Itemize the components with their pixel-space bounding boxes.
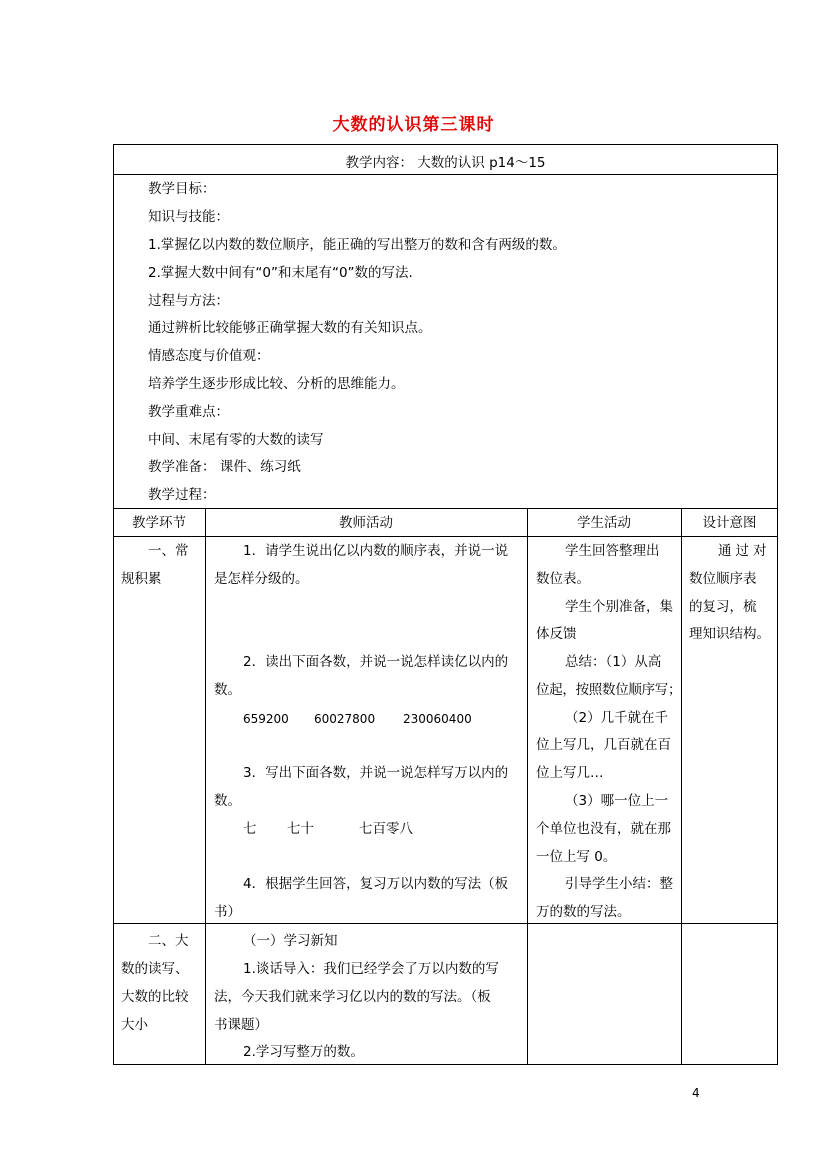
- objective-line: 情感态度与价值观：: [148, 348, 270, 364]
- teacher-activity-line: 数。: [214, 682, 241, 698]
- objective-line: 中间、末尾有零的大数的读写: [148, 432, 324, 448]
- page-number: 4: [692, 1086, 700, 1100]
- columns-top-divider: [113, 508, 778, 509]
- teacher-activity-line: 书）: [214, 904, 241, 920]
- teacher-activity-line: （一）学习新知: [243, 933, 338, 949]
- row1-stage: 一、常: [148, 543, 189, 559]
- student-activity-line: 位起，按照数位顺序写；: [536, 682, 682, 698]
- objective-line: 2.掌握大数中间有“0”和末尾有“0”数的写法.: [148, 265, 413, 281]
- student-activity-line: 学生个别准备，集: [565, 599, 673, 615]
- column-header-student: 学生活动: [577, 515, 631, 531]
- student-activity-line: 体反馈: [536, 626, 577, 642]
- teacher-activity-line: 是怎样分级的。: [214, 571, 309, 587]
- row1-stage: 规积累: [121, 571, 162, 587]
- row2-stage: 大数的比较: [121, 989, 189, 1005]
- document-title: 大数的认识第三课时: [332, 115, 495, 135]
- teacher-activity-line: 4．根据学生回答，复习万以内数的写法（板: [243, 876, 509, 892]
- teacher-activity-line: 3．写出下面各数，并说一说怎样写万以内的: [243, 765, 509, 781]
- student-activity-line: （2）几千就在千: [565, 710, 669, 726]
- number-word-item: 七: [243, 821, 257, 837]
- number-word-item: 七百零八: [359, 821, 413, 837]
- objective-line: 教学重难点：: [148, 404, 229, 420]
- number-item: 230060400: [403, 712, 472, 726]
- objective-line: 1.掌握亿以内数的数位顺序，能正确的写出整万的数和含有两级的数。: [148, 237, 566, 253]
- design-intent-line: 的复习，梳: [689, 599, 757, 615]
- student-activity-line: （3）哪一位上一: [565, 793, 669, 809]
- objective-line: 教学目标：: [148, 181, 216, 197]
- number-item: 60027800: [314, 712, 376, 726]
- student-activity-line: 引导学生小结：整: [565, 876, 673, 892]
- student-activity-line: 万的数的写法。: [536, 904, 631, 920]
- objective-line: 过程与方法：: [148, 293, 229, 309]
- column-header-intent: 设计意图: [702, 515, 757, 531]
- objective-line: 知识与技能：: [148, 209, 229, 225]
- objective-line: 培养学生逐步形成比较、分析的思维能力。: [148, 376, 405, 392]
- student-activity-line: 学生回答整理出: [565, 543, 660, 559]
- column-header-stage: 教学环节: [132, 515, 186, 531]
- number-item: 659200: [243, 712, 289, 726]
- teacher-activity-line: 书课题）: [214, 1017, 268, 1033]
- content-header: 教学内容： 大数的认识 p14～15: [345, 155, 546, 171]
- teacher-activity-line: 2．读出下面各数，并说一说怎样读亿以内的: [243, 654, 509, 670]
- design-intent-line: 数位顺序表: [689, 571, 757, 587]
- row2-stage: 二、大: [148, 933, 189, 949]
- student-activity-line: 总结：（1）从高: [565, 654, 662, 670]
- teacher-activity-line: 2.学习写整万的数。: [243, 1044, 364, 1060]
- row2-stage: 数的读写、: [121, 961, 189, 977]
- columns-header-divider: [113, 536, 778, 537]
- student-activity-line: 一位上写 0。: [536, 849, 617, 865]
- objective-line: 教学准备： 课件、练习纸: [148, 459, 301, 475]
- number-word-item: 七十: [287, 821, 314, 837]
- design-intent-line: 理知识结构。: [689, 626, 770, 642]
- lesson-table: [113, 144, 778, 1065]
- row2-stage: 大小: [121, 1017, 148, 1033]
- row-divider: [113, 923, 778, 924]
- col-divider-2: [527, 508, 528, 1065]
- student-activity-line: 位上写几，几百就在百: [536, 737, 671, 753]
- teacher-activity-line: 1．请学生说出亿以内数的顺序表，并说一说: [243, 543, 509, 559]
- student-activity-line: 个单位也没有，就在那: [536, 821, 671, 837]
- header-divider: [113, 174, 778, 175]
- design-intent-line: 通过对: [718, 543, 771, 559]
- teacher-activity-line: 法，今天我们就来学习亿以内的数的写法。（板: [214, 989, 491, 1005]
- objective-line: 教学过程：: [148, 487, 216, 503]
- teacher-activity-line: 数。: [214, 793, 241, 809]
- teacher-activity-line: 1.谈话导入：我们已经学会了万以内数的写: [243, 961, 499, 977]
- col-divider-1: [205, 508, 206, 1065]
- student-activity-line: 数位表。: [536, 571, 590, 587]
- column-header-teacher: 教师活动: [339, 515, 393, 531]
- objective-line: 通过辨析比较能够正确掌握大数的有关知识点。: [148, 320, 432, 336]
- student-activity-line: 位上写几…: [536, 765, 604, 781]
- col-divider-3: [681, 508, 682, 1065]
